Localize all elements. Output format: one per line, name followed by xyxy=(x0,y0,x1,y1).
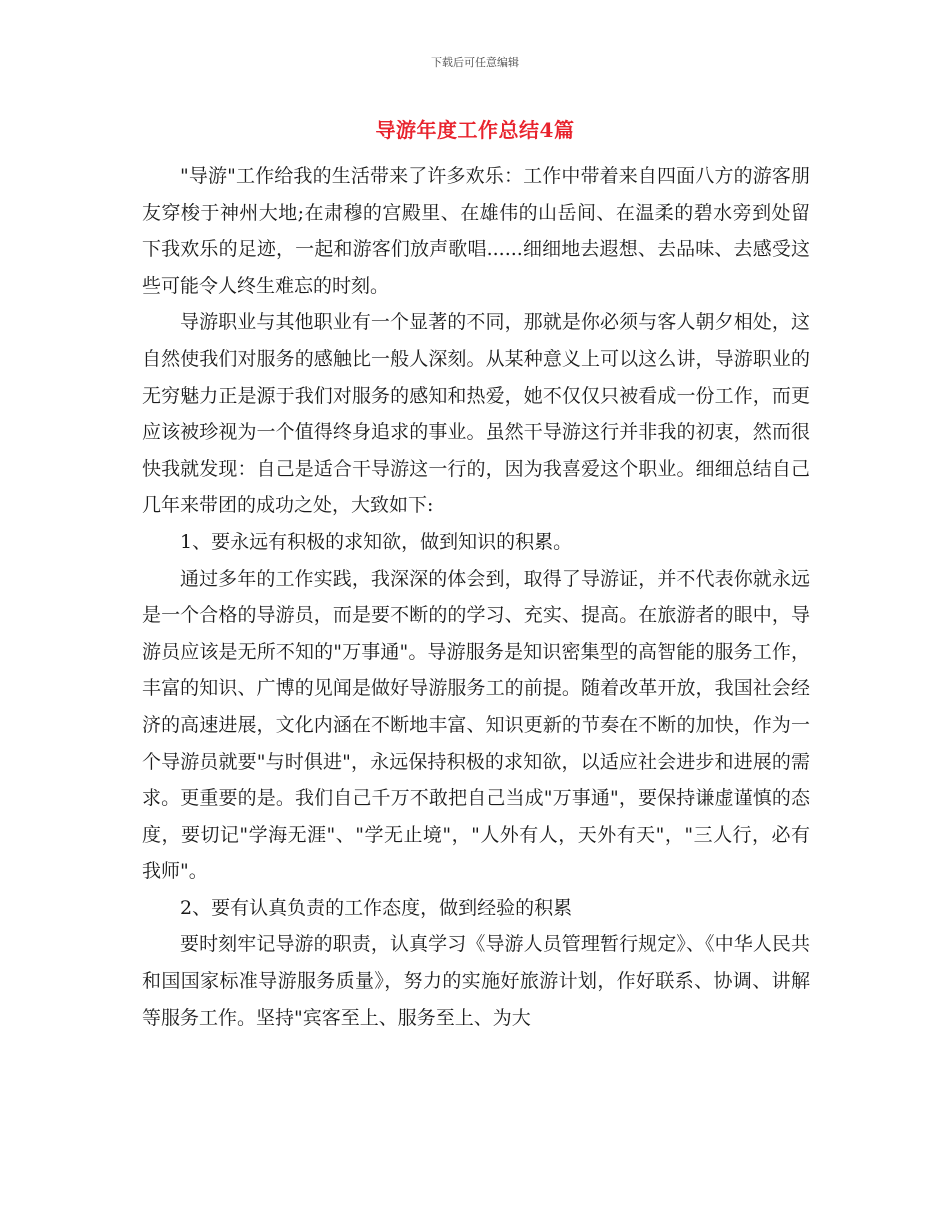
document-title: 导游年度工作总结4篇 xyxy=(375,118,575,142)
section-heading-2: 2、要有认真负责的工作态度，做到经验的积累 xyxy=(180,896,573,919)
document-body xyxy=(142,158,810,1036)
paragraph-intro: "导游"工作给我的生活带来了许多欢乐：工作中带着来自四面八方的游客朋友穿梭于神州大地;在肃穆的宫殿里、在雄伟的山岳间、在温柔的碧水旁到处留下我欢乐的足迹，一起和游客们放声歌唱......细细地去遐想、去品味、去感受这些可能令人终生难忘的时刻。 xyxy=(142,165,810,297)
paragraph-profession: 导游职业与其他职业有一个显著的不同，那就是你必须与客人朝夕相处，这自然使我们对服务的感触比一般人深刻。从某种意义上可以这么讲，导游职业的无穷魅力正是源于我们对服务的感知和热爱，她不仅仅只被看成一份工作，而更应该被珍视为一个值得终身追求的事业。虽然干导游这行并非我的初衷，然而很快我就发现：自己是适合干导游这一行的，因为我喜爱这个职业。细细总结自己几年来带团的成功之处，大致如下: xyxy=(142,311,810,517)
paragraph-knowledge: 通过多年的工作实践，我深深的体会到，取得了导游证，并不代表你就永远是一个合格的导游员，而是要不断的的学习、充实、提高。在旅游者的眼中，导游员应该是无所不知的"万事通"。导游服务是知识密集型的高智能的服务工作，丰富的知识、广博的见闻是做好导游服务工的前提。随着改革开放，我国社会经济的高速进展，文化内涵在不断地丰富、知识更新的节奏在不断的加快，作为一个导游员就要"与时俱进"，永远保持积极的求知欲，以适应社会进步和进展的需求。更重要的是。我们自己千万不敢把自己当成"万事通"，要保持谦虚谨慎的态度，要切记"学海无涯"、"学无止境"，"人外有人，天外有天"，"三人行，必有我师"。 xyxy=(142,567,810,883)
section-heading-1: 1、要永远有积极的求知欲，做到知识的积累。 xyxy=(180,530,573,553)
header-note: 下载后可任意编辑 xyxy=(431,56,519,69)
paragraph-responsibility: 要时刻牢记导游的职责，认真学习《导游人员管理暂行规定》、《中华人民共和国国家标准导游服务质量》，努力的实施好旅游计划，作好联系、协调、讲解等服务工作。坚持"宾客至上、服务至上、为大 xyxy=(142,933,810,1029)
